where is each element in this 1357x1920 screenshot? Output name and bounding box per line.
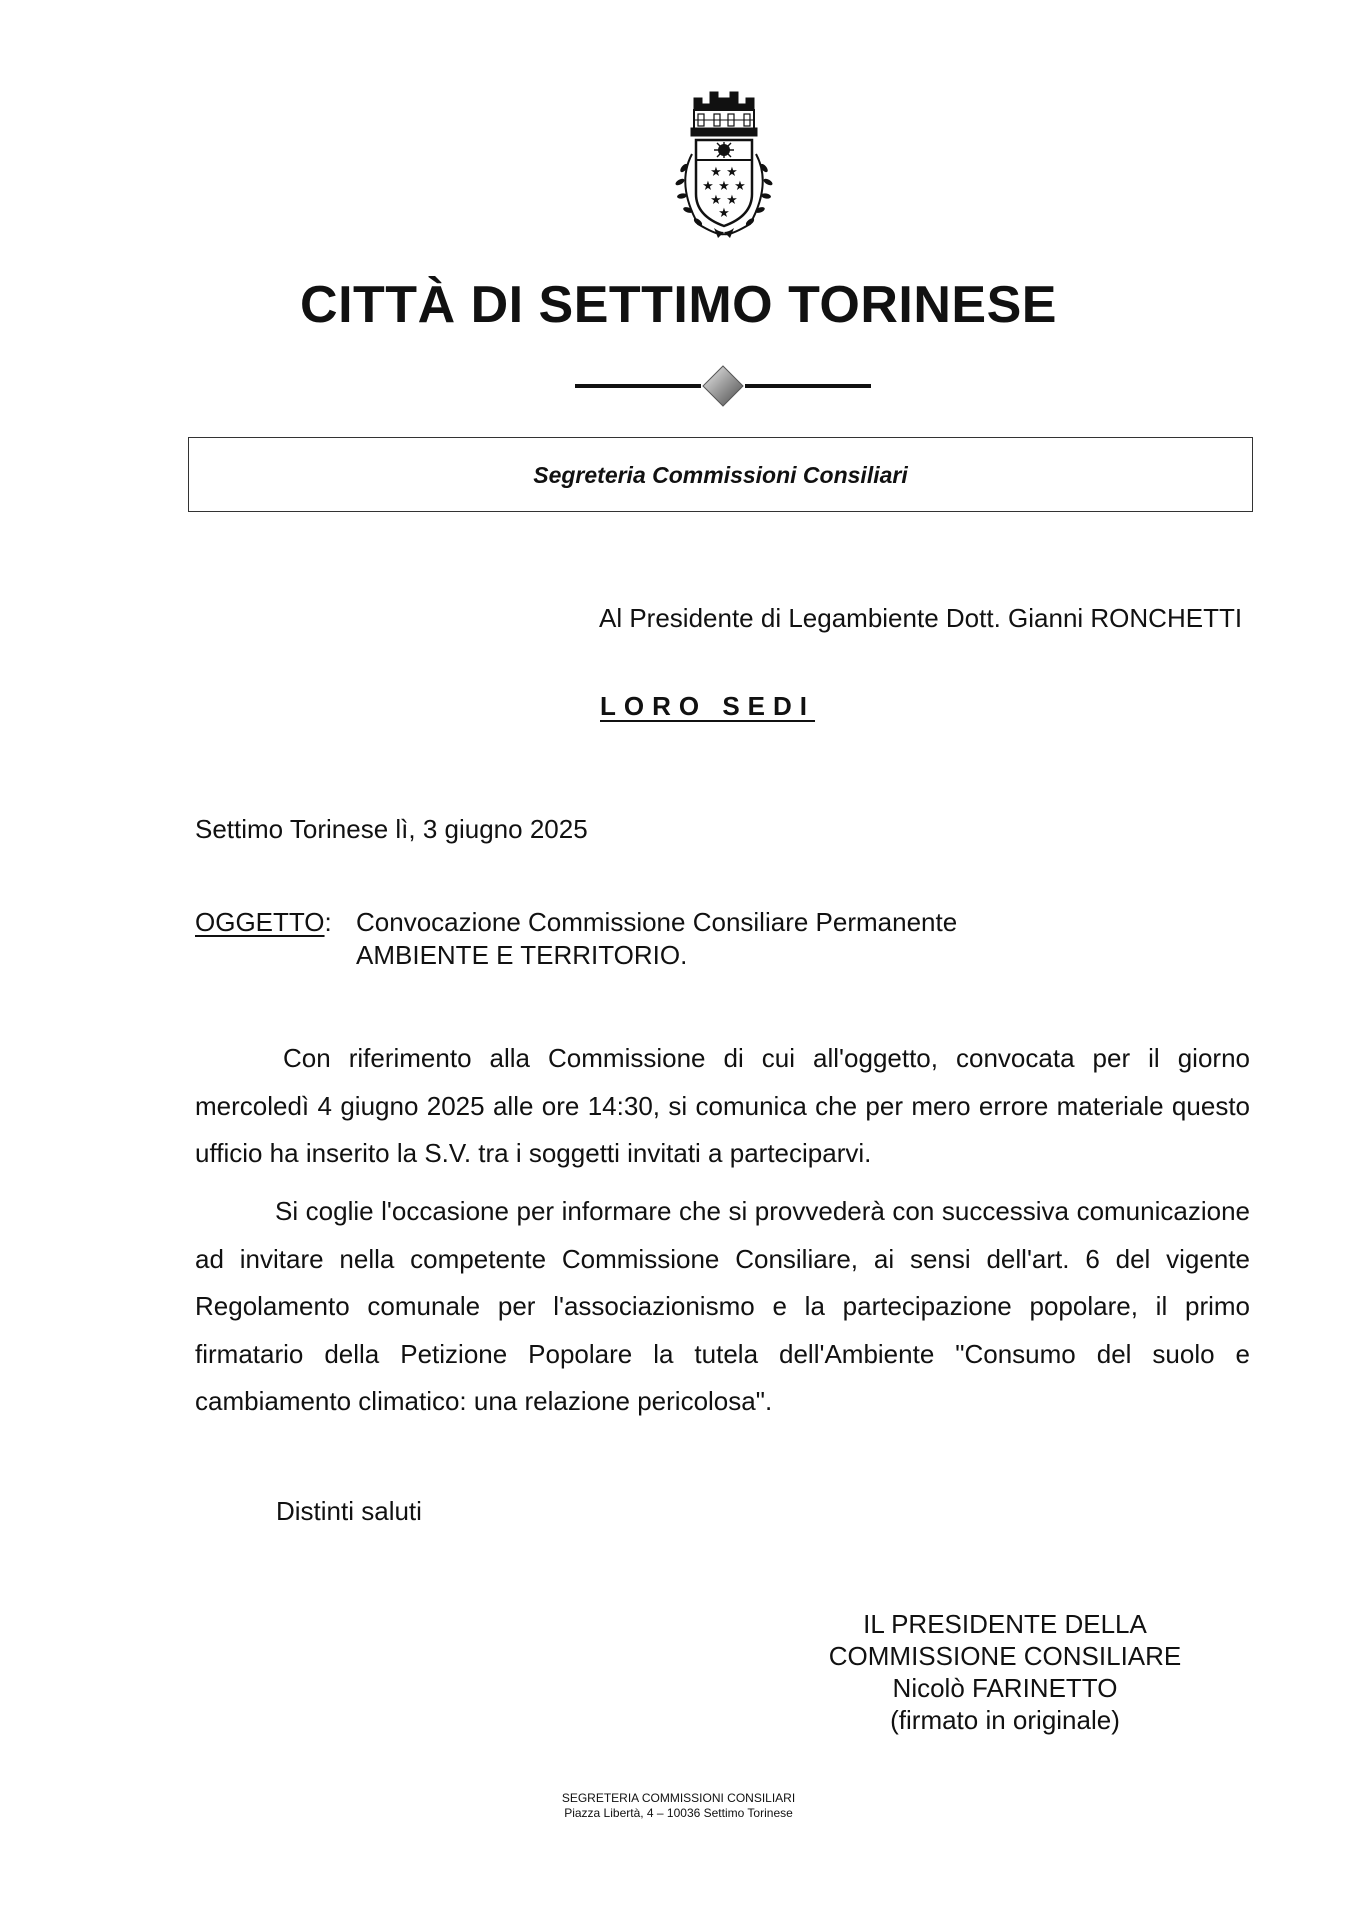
page-footer: [0, 1791, 1357, 1821]
subject-label-text: OGGETTO: [195, 907, 325, 937]
subject-separator: :: [324, 907, 332, 937]
city-title: CITTÀ DI SETTIMO TORINESE: [300, 276, 1057, 334]
svg-text:★: ★: [710, 193, 722, 208]
body-paragraph-1: Con riferimento alla Commissione di cui all'oggetto, convocata per il giorno mercoledì 4 giugno 2025 alle ore 14:30, si comunica che per mero errore materiale questo ufficio ha inserito la S.V. tra i soggetti invitati a parteciparvi.: [195, 1043, 1250, 1168]
svg-text:★: ★: [702, 179, 714, 194]
recipient-line: Al Presidente di Legambiente Dott. Gianni RONCHETTI: [599, 603, 1243, 633]
date-line: Settimo Torinese lì, 3 giugno 2025: [195, 814, 588, 844]
office-label: Segreteria Commissioni Consiliari: [533, 462, 908, 488]
body-paragraph-2: Si coglie l'occasione per informare che si provvederà con successiva comunicazione ad invitare nella competente Commissione Consiliare, ai sensi dell'art. 6 del vigente Regolamento comunale per l'associazionismo e la partecipazione popolare, il primo firmatario della Petizione Popolare la tutela dell'Ambiente "Consumo del suolo e cambiamento climatico: una relazione pericolosa".: [195, 1196, 1250, 1416]
svg-text:★: ★: [726, 193, 738, 208]
signature-note: (firmato in originale): [890, 1705, 1120, 1735]
footer-address: Piazza Libertà, 4 – 10036 Settimo Torinese: [564, 1806, 793, 1820]
signature-block: [780, 1608, 1230, 1736]
closing-salutation: Distinti saluti: [276, 1496, 422, 1526]
svg-text:★: ★: [718, 179, 730, 194]
subject-label: [195, 906, 332, 938]
svg-text:★: ★: [734, 179, 746, 194]
signature-name: Nicolò FARINETTO: [892, 1673, 1118, 1703]
svg-text:★: ★: [710, 165, 722, 180]
office-header-box: [188, 437, 1253, 512]
footer-office: SEGRETERIA COMMISSIONI CONSILIARI: [561, 1791, 796, 1805]
loro-sedi: LORO SEDI: [600, 691, 816, 721]
subject-line-2: AMBIENTE E TERRITORIO.: [356, 940, 688, 970]
subject-line-1: Convocazione Commissione Consiliare Permanente: [356, 907, 958, 937]
signature-title-2: COMMISSIONE CONSILIARE: [828, 1641, 1182, 1671]
diamond-divider-icon: [575, 364, 871, 408]
signature-title-1: IL PRESIDENTE DELLA: [863, 1609, 1147, 1639]
svg-text:★: ★: [718, 206, 730, 221]
coat-of-arms-icon: [658, 84, 790, 239]
svg-text:★: ★: [726, 165, 738, 180]
